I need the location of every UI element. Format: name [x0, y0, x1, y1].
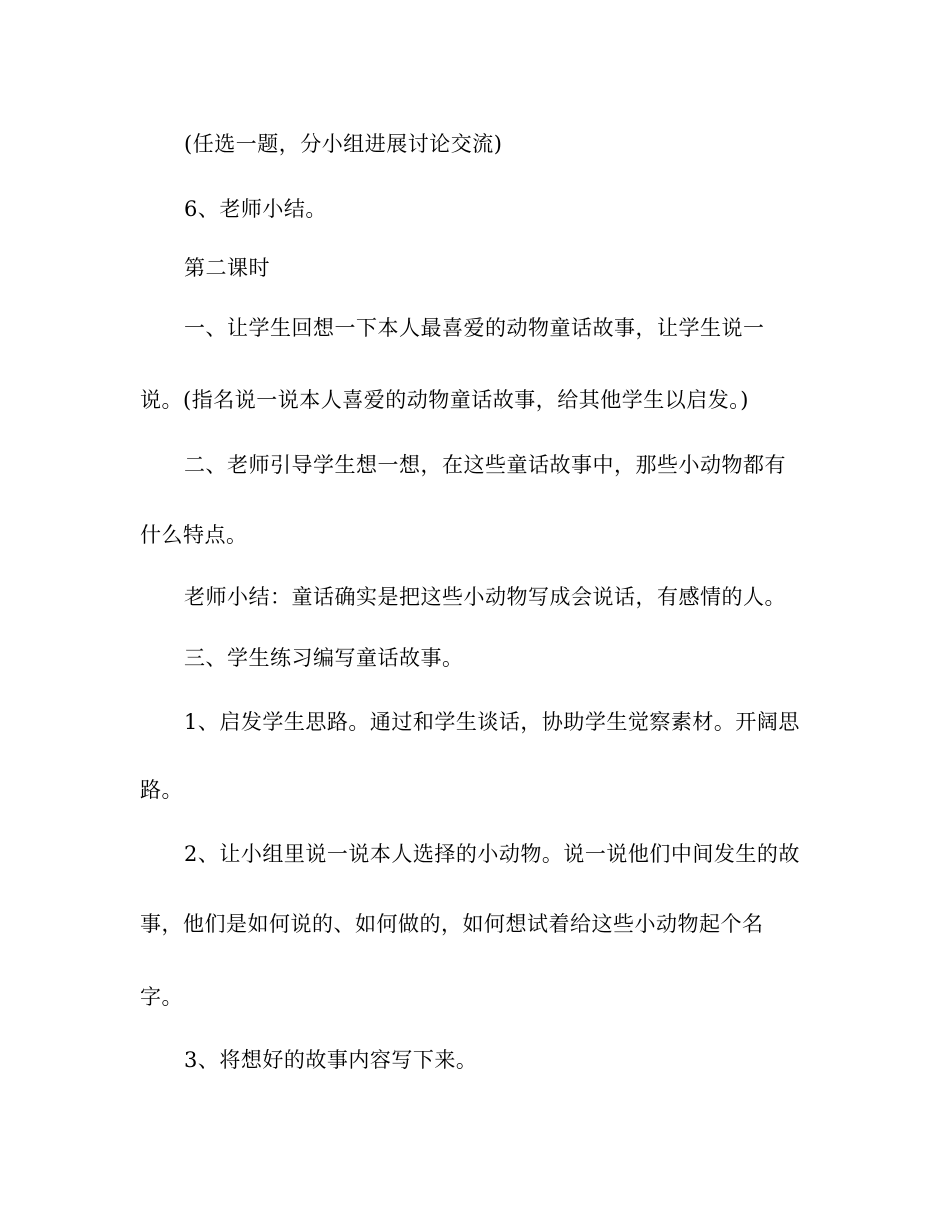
text-line: 一、让学生回想一下本人最喜爱的动物童话故事，让学生说一 [184, 316, 765, 340]
text-line: 1、启发学生思路。通过和学生谈话，协助学生觉察素材。开阔思 [184, 710, 800, 734]
text-line: 什么特点。 [140, 523, 248, 547]
text-line: (任选一题，分小组进展讨论交流) [184, 132, 503, 156]
text-line: 2、让小组里说一说本人选择的小动物。说一说他们中间发生的故 [184, 842, 800, 866]
section-heading: 第二课时 [184, 256, 270, 280]
text-line: 说。(指名说一说本人喜爱的动物童话故事，给其他学生以启发。) [140, 388, 749, 412]
text-line: 二、老师引导学生想一想，在这些童话故事中，那些小动物都有 [184, 453, 786, 477]
text-line: 路。 [140, 778, 183, 802]
text-line: 老师小结：童话确实是把这些小动物写成会说话，有感情的人。 [184, 585, 786, 609]
text-line: 字。 [140, 985, 183, 1009]
text-line: 6、老师小结。 [184, 197, 327, 221]
text-line: 事，他们是如何说的、如何做的，如何想试着给这些小动物起个名 [140, 912, 764, 936]
text-line: 3、将想好的故事内容写下来。 [184, 1048, 478, 1072]
text-line: 三、学生练习编写童话故事。 [184, 646, 464, 670]
